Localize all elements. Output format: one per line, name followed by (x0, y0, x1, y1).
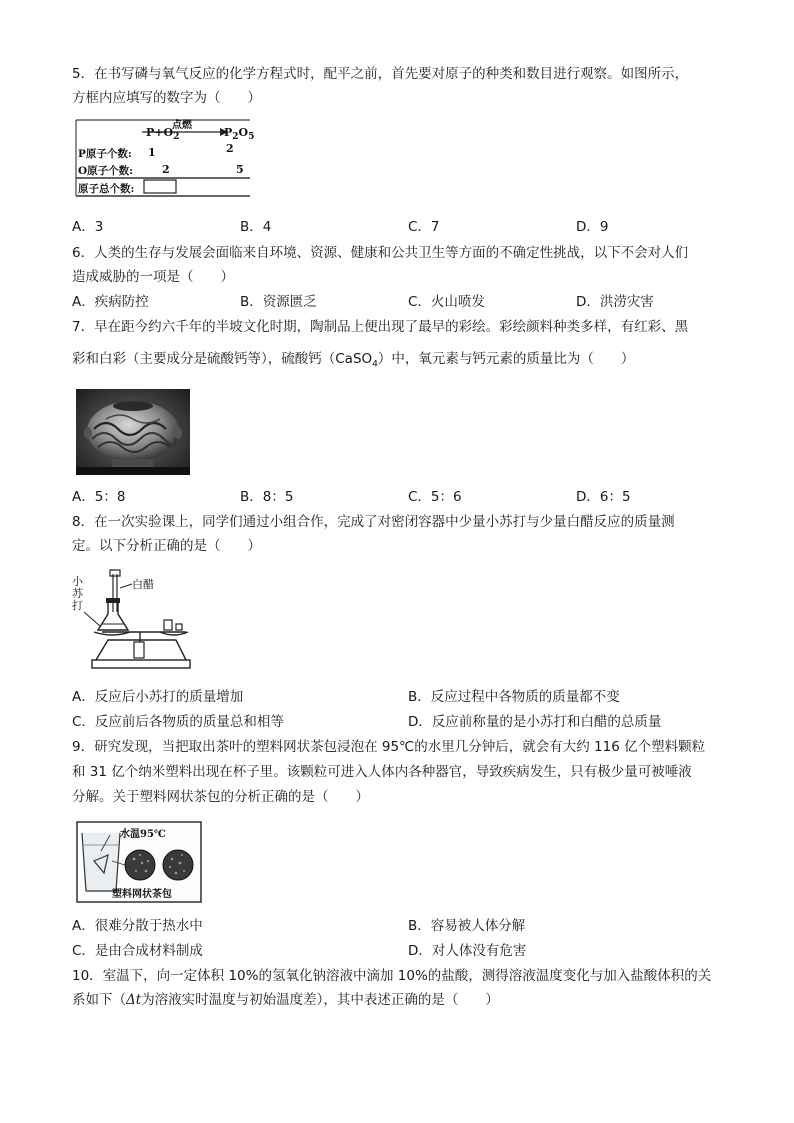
q9-stem-line1: 9．研究发现，当把取出茶叶的塑料网状茶包浸泡在 95℃的水里几分钟后，就会有大约 116 亿个塑料颗粒 (72, 739, 706, 755)
q5-row2-label: O原子个数: (78, 165, 134, 177)
q7-stem-line1: 7．早在距今约六千年的半坡文化时期，陶制品上便出现了最早的彩绘。彩绘颜料种类多样，有红彩、黑 (72, 319, 689, 335)
q7-stem-line2: 彩和白彩（主要成分是硫酸钙等），硫酸钙（CaSO$_4$）中，氧元素与钙元素的质量比为（ ） (72, 351, 635, 370)
q7-option-d[interactable]: D．6：5 (576, 489, 631, 505)
q5-row2-right: 5 (236, 163, 244, 176)
q9-stem-line3: 分解。关于塑料网状茶包的分析正确的是（ ） (72, 789, 369, 805)
q9-label-water-temp: 水温95℃ (120, 829, 166, 840)
q5-option-d[interactable]: D．9 (576, 219, 609, 235)
q6-option-b[interactable]: B．资源匮乏 (240, 294, 317, 310)
q5-eq-right: $P_2O_5$ (224, 126, 255, 143)
q5-stem-line2: 方框内应填写的数字为（ ） (72, 90, 261, 106)
q10-stem-line1: 10．室温下，向一定体积 10%的氢氧化钠溶液中滴加 10%的盐酸，测得溶液温度变化与加入盐酸体积的关 (72, 968, 712, 984)
pottery-vessel-image (76, 389, 190, 475)
q8-stem-line1: 8．在一次实验课上，同学们通过小组合作，完成了对密闭容器中少量小苏打与少量白醋反应的质量测 (72, 514, 675, 530)
q5-row1-right: 2 (226, 142, 234, 155)
q9-teabag-figure (76, 821, 202, 903)
q6-stem-line2: 造成威胁的一项是（ ） (72, 269, 234, 285)
q9-option-b[interactable]: B．容易被人体分解 (408, 918, 526, 934)
q8-label-baking-soda: 小苏打 (72, 575, 83, 612)
q9-stem-line2: 和 31 亿个纳米塑料出现在杯子里。该颗粒可进入人体内各种器官，导致疾病发生，只有极少量可被唾液 (72, 764, 692, 780)
q5-row1-left: 1 (148, 146, 156, 159)
q6-stem-line1: 6．人类的生存与发展会面临来自环境、资源、健康和公共卫生等方面的不确定性挑战，以下不会对人们 (72, 245, 689, 261)
q8-stem-line2: 定。以下分析正确的是（ ） (72, 538, 261, 554)
pottery-photo (76, 389, 190, 475)
q7-option-a[interactable]: A．5：8 (72, 489, 126, 505)
q8-balance-figure (72, 568, 204, 674)
q5-option-b[interactable]: B．4 (240, 219, 272, 235)
q8-option-c[interactable]: C．反应前后各物质的质量总和相等 (72, 714, 284, 730)
q8-option-b[interactable]: B．反应过程中各物质的质量都不变 (408, 689, 620, 705)
q10-stem-line2: 系如下（Δt为溶液实时温度与初始温度差），其中表述正确的是（ ） (72, 992, 499, 1008)
q6-option-a[interactable]: A．疾病防控 (72, 294, 149, 310)
q9-option-a[interactable]: A．很难分散于热水中 (72, 918, 203, 934)
q5-figure (74, 118, 255, 198)
q5-option-a[interactable]: A．3 (72, 219, 104, 235)
q5-condition: 点燃 (172, 120, 192, 131)
q9-option-c[interactable]: C．是由合成材料制成 (72, 943, 203, 959)
q8-label-vinegar: 白醋 (132, 578, 154, 591)
q8-option-d[interactable]: D．反应前称量的是小苏打和白醋的总质量 (408, 714, 662, 730)
q8-option-a[interactable]: A．反应后小苏打的质量增加 (72, 689, 244, 705)
q5-eq-left: $P+O_2$ (146, 126, 180, 143)
q6-option-d[interactable]: D．洪涝灾害 (576, 294, 654, 310)
q5-row3-label: 原子总个数: (78, 183, 135, 195)
q5-row1-label: P原子个数: (78, 148, 132, 160)
q5-option-c[interactable]: C．7 (408, 219, 440, 235)
q9-option-d[interactable]: D．对人体没有危害 (408, 943, 527, 959)
q5-stem-line1: 5．在书写磷与氧气反应的化学方程式时，配平之前，首先要对原子的种类和数目进行观察。如图所示， (72, 66, 689, 82)
q7-option-c[interactable]: C．5：6 (408, 489, 462, 505)
q7-option-b[interactable]: B．8：5 (240, 489, 294, 505)
q5-row2-left: 2 (162, 163, 170, 176)
q9-label-teabag: 塑料网状茶包 (112, 889, 172, 900)
q6-option-c[interactable]: C．火山喷发 (408, 294, 485, 310)
